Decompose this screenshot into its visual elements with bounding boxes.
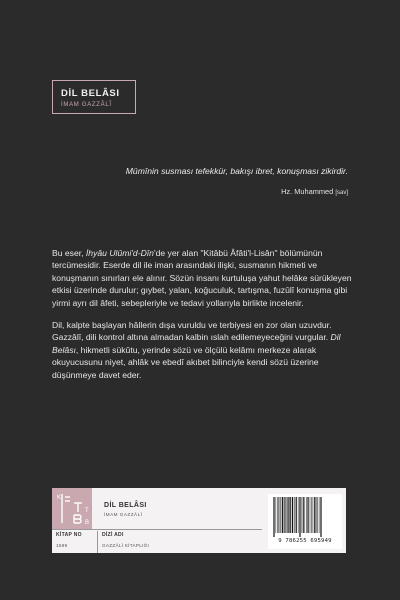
info-book-author: İMAM GAZZÂLÎ [104, 512, 143, 517]
barcode-bar [319, 497, 320, 533]
book-author: İMAM GAZZÂLÎ [61, 102, 112, 108]
barcode-bar [282, 497, 283, 533]
book-title: DİL BELÂSI [61, 88, 120, 99]
meta-separator [97, 531, 98, 553]
barcode-bar [294, 497, 295, 533]
barcode-bar [285, 497, 286, 533]
epigraph-attribution [48, 187, 348, 198]
barcode-bar [299, 497, 300, 537]
isbn-number: 9 786255 695949 [278, 538, 332, 544]
epigraph [48, 165, 348, 198]
barcode-bar [292, 497, 293, 533]
description-paragraph-1 [52, 247, 352, 309]
barcode-bar [320, 497, 321, 537]
description-paragraph-2 [52, 319, 352, 381]
logo-letter-k: K [57, 495, 62, 501]
info-divider [52, 529, 262, 530]
barcode-bar [280, 497, 281, 533]
barcode-bar [307, 497, 308, 533]
title-box [52, 80, 136, 114]
barcode-bar [274, 497, 275, 537]
barcode-bar [279, 497, 280, 533]
epigraph-text: Mümînin susması tefekkür, bakışı ibret, konuşması zikirdir. [125, 166, 348, 176]
barcode-bar [284, 497, 285, 533]
barcode-bar [300, 497, 301, 537]
info-title-block [104, 502, 147, 517]
book-number-header: KİTAP NO [56, 532, 82, 538]
barcode-bar [310, 497, 311, 533]
barcode-bar [302, 497, 303, 533]
series-column [102, 532, 149, 548]
barcode-bar [313, 497, 314, 533]
barcode-bar [296, 497, 297, 533]
info-book-title: DİL BELÂSI [104, 502, 147, 509]
logo-letter-b: B [85, 520, 90, 526]
p1-text-c: 'de yer alan "Kitâbü Âfâti'l-Lisân" bölümünün tercümesidir. Eserde dil ile iman arasındaki ilişki, susmanın hikmeti ve konuşmanın sınırları ele alınır. Sözün insanı kurtuluşa yahut helâke sürükleyen etkisi üzerinde durulur; gıybet, yalan, koğuculuk, tartışma, fuzûlî konuşma gibi yirmi ayrı dil âfeti, sebepleriyle ve tedavi yollarıyla birlikte incelenir. [52, 248, 352, 308]
barcode-bar [316, 497, 317, 533]
logo-letter-t: T [85, 508, 89, 514]
barcode-bar [311, 497, 312, 533]
barcode [268, 494, 342, 549]
attribution-name: Hz. Muhammed [281, 187, 334, 196]
p2-italic-book-title: Dil Belâsı [52, 332, 341, 355]
barcode-bar [273, 497, 274, 537]
series-header: DİZİ ADI [102, 532, 124, 538]
barcode-bar [306, 497, 307, 533]
barcode-bar [290, 497, 291, 533]
info-bar [52, 488, 346, 553]
barcode-bar [305, 497, 306, 533]
book-number-value: 1599 [56, 543, 68, 548]
barcode-bars [271, 497, 339, 537]
barcode-bar [314, 497, 315, 533]
barcode-bar [276, 497, 277, 533]
barcode-bar [303, 497, 304, 533]
description [52, 247, 352, 391]
p1-italic-work-title: İhyâu Ulûmi'd-Dîn [85, 248, 154, 258]
book-number-column [56, 532, 82, 548]
p2-text-a: Dil, kalpte başlayan hâllerin dışa vuruldu ve terbiyesi en zor olan uzuvdur. Gazzâlî, dili kontrol altına almadan kalbin ıslah edilemeyeceğini vurgular. [52, 320, 332, 343]
publisher-logo [52, 488, 92, 529]
barcode-bar [288, 497, 289, 533]
series-value: GAZZÂLÎ KİTAPLIĞI [102, 543, 150, 548]
barcode-bar [298, 497, 299, 533]
barcode-bar [321, 497, 322, 537]
p2-text-c: , hikmetli sükûtu, yerinde sözü ve ölçülü kelâmı merkeze alarak okuyucusunu niyet, ahlâk ve ebedî akıbet bilinciyle kendi sözü üzerine düşünmeye davet eder. [52, 344, 319, 380]
attribution-suffix: [sav] [335, 190, 348, 196]
p1-text-a: Bu eser, [52, 248, 86, 258]
barcode-bar [317, 497, 318, 533]
barcode-bar [287, 497, 288, 533]
publisher-logo-mark [52, 488, 92, 529]
barcode-bar [277, 497, 278, 533]
